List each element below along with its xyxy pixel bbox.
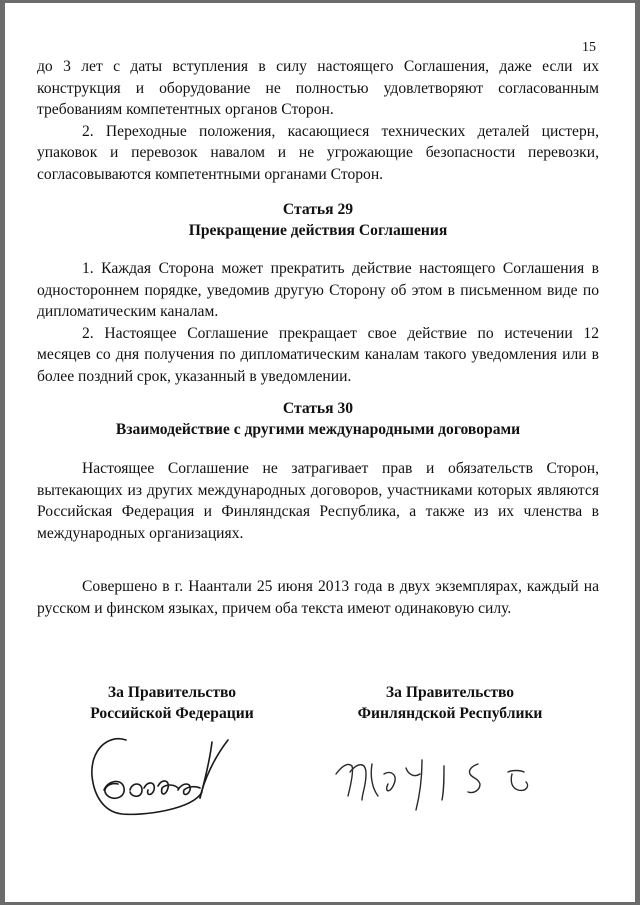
- signatory-left-caption: [42, 682, 302, 724]
- signatory-left-line1: За Правительство: [107, 684, 237, 701]
- signatory-right-line1: За Правительство: [385, 684, 515, 701]
- signatory-right-line2: Финляндской Республики: [357, 705, 543, 722]
- article-30-number: Статья 30: [282, 400, 354, 417]
- signature-right-image: [332, 744, 572, 816]
- done-at-clause: [37, 576, 599, 619]
- article-29-title: Прекращение действия Соглашения: [188, 222, 448, 239]
- signature-left-image: [82, 728, 247, 824]
- article-29-paragraph-2: 2. Настоящее Соглашение прекращает свое действие по истечении 12 месяцев со дня получения по дипломатическим каналам такого уведомления или в более поздний срок, указанный в уведомлении.: [37, 324, 599, 385]
- signatory-right-caption: [320, 682, 580, 724]
- article-29-heading: [37, 199, 599, 241]
- continued-paragraph: до 3 лет с даты вступления в силу настоящего Соглашения, даже если их конструкция и оборудование не полностью удовлетворяют согласованным требованиям компетентных органов Сторон.: [37, 58, 599, 118]
- article-30-heading: [37, 398, 599, 440]
- transitional-paragraph-2: 2. Переходные положения, касающиеся технических деталей цистерн, упаковок и перевозок навалом и не угрожающие безопасности перевозки, согласовываются компетентными органами Сторон.: [37, 122, 599, 183]
- done-at-text: Совершено в г. Наантали 25 июня 2013 года в двух экземплярах, каждый на русском и финском языках, причем оба текста имеют одинаковую силу.: [37, 578, 599, 617]
- signatory-left-line2: Российской Федерации: [90, 705, 254, 722]
- scan-edge-top: [0, 0, 640, 3]
- article-29-body: [37, 258, 599, 387]
- article-30-title: Взаимодействие с другими международными договорами: [115, 421, 521, 438]
- article-30-body: [37, 458, 599, 544]
- article-29-paragraph-1: 1. Каждая Сторона может прекратить действие настоящего Соглашения в одностороннем порядке, уведомив другую Сторону об этом в письменном виде по дипломатическим каналам.: [37, 260, 599, 320]
- page-number: 15: [582, 40, 596, 55]
- scan-edge-right: [635, 0, 640, 905]
- article-30-paragraph-1: Настоящее Соглашение не затрагивает прав и обязательств Сторон, вытекающих из других международных договоров, участниками которых являются Российская Федерация и Финляндская Республика, а также из их членства в международных организациях.: [37, 460, 599, 542]
- scan-edge-left: [0, 0, 5, 905]
- transitional-provisions: [37, 56, 599, 185]
- article-29-number: Статья 29: [282, 201, 354, 218]
